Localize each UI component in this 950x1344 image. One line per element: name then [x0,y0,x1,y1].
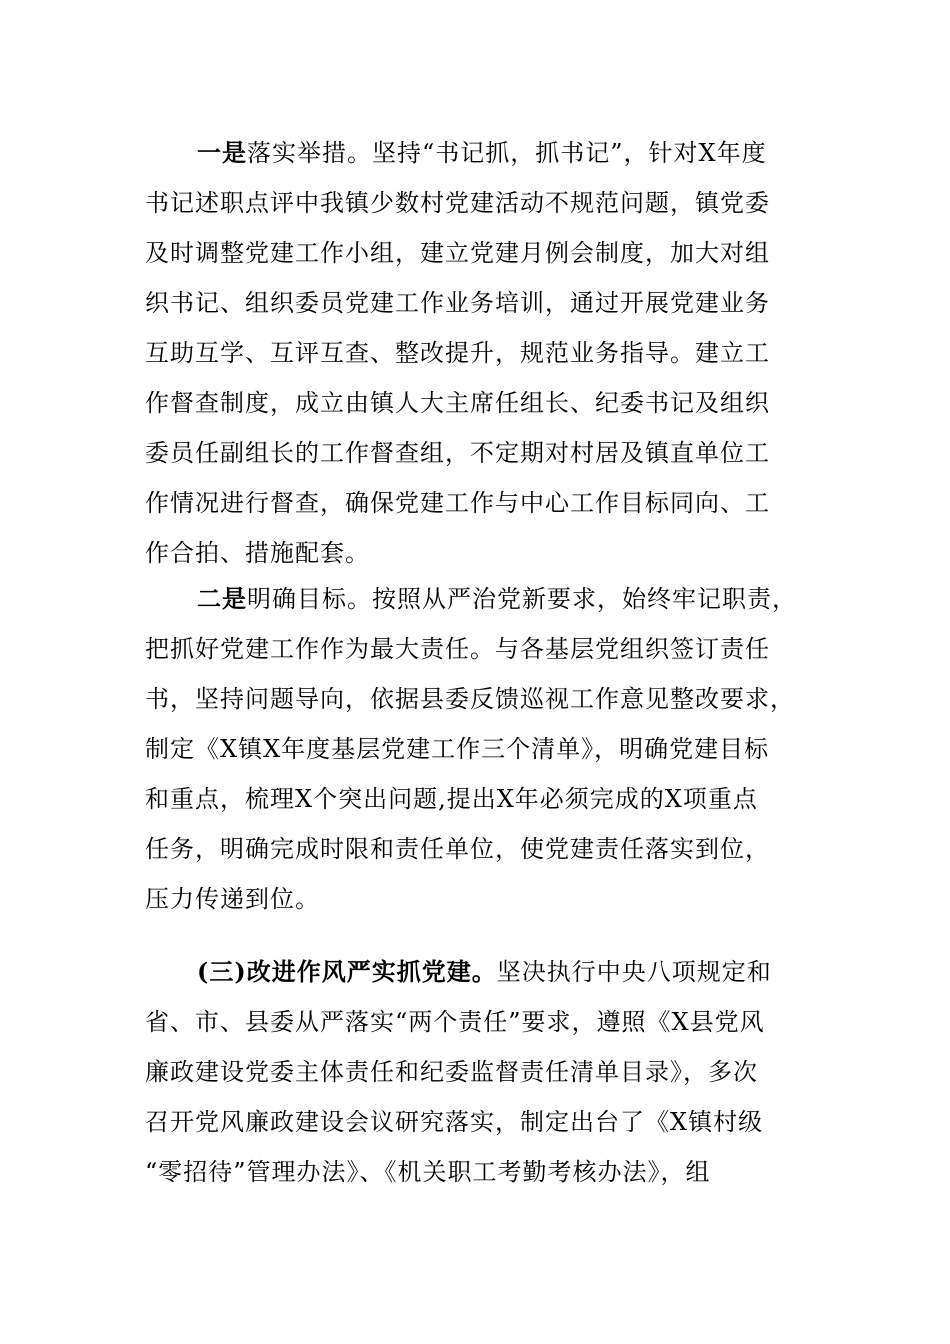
text-line: 任务，明确完成时限和责任单位，使党建责任落实到位， [145,835,770,863]
text-line [145,574,810,624]
text-line: 把抓好党建工作作为最大责任。与各基层党组织签订责任 [145,635,770,663]
text-line: 和重点，梳理X个突出问题,提出X年必须完成的X项重点 [145,785,758,813]
line-text: 坚决执行中央八项规定和 [496,958,772,986]
text-line: 书记述职点评中我镇少数村党建活动不规范问题，镇党委 [145,189,770,217]
text-line: 作督查制度，成立由镇人大主席任组长、纪委书记及组织 [145,389,770,417]
text-line: 及时调整党建工作小组，建立党建月例会制度，加大对组 [145,239,770,267]
text-line: 廉政建设党委主体责任和纪委监督责任清单目录》，多次 [145,1058,758,1086]
text-line: 作合拍、措施配套。 [145,539,370,567]
line-text: 明确目标。按照从严治党新要求，始终牢记职责， [247,585,797,613]
text-line: 作情况进行督查，确保党建工作与中心工作目标同向、工 [145,489,770,517]
lead-term: 二是 [197,584,247,613]
text-line: 委员任副组长的工作督查组，不定期对村居及镇直单位工 [145,439,770,467]
text-line: 互助互学、互评互查、整改提升，规范业务指导。建立工 [145,339,770,367]
text-line: 压力传递到位。 [145,885,320,913]
text-line: 召开党风廉政建设会议研究落实，制定出台了《X镇村级 [145,1108,764,1136]
text-line: 书，坚持问题导向，依据县委反馈巡视工作意见整改要求， [145,685,795,713]
paragraph-measures [145,128,810,578]
paragraph-goals [145,574,810,924]
section-heading: (三)改进作风严实抓党建。 [197,957,497,986]
lead-term: 一是 [197,138,247,167]
text-line: 制定《X镇X年度基层党建工作三个清单》，明确党建目标 [145,735,770,763]
text-line: “零招待”管理办法》、《机关职工考勤考核办法》，组 [145,1158,711,1186]
text-line: 织书记、组织委员党建工作业务培训，通过开展党建业务 [145,289,770,317]
text-line [145,128,810,178]
text-line: 省、市、县委从严落实“两个责任”要求，遵照《X县党风 [145,1008,765,1036]
text-line [145,947,810,997]
line-text: 落实举措。坚持“书记抓，抓书记”，针对X年度 [247,139,767,167]
paragraph-style-improvement [145,947,810,1197]
